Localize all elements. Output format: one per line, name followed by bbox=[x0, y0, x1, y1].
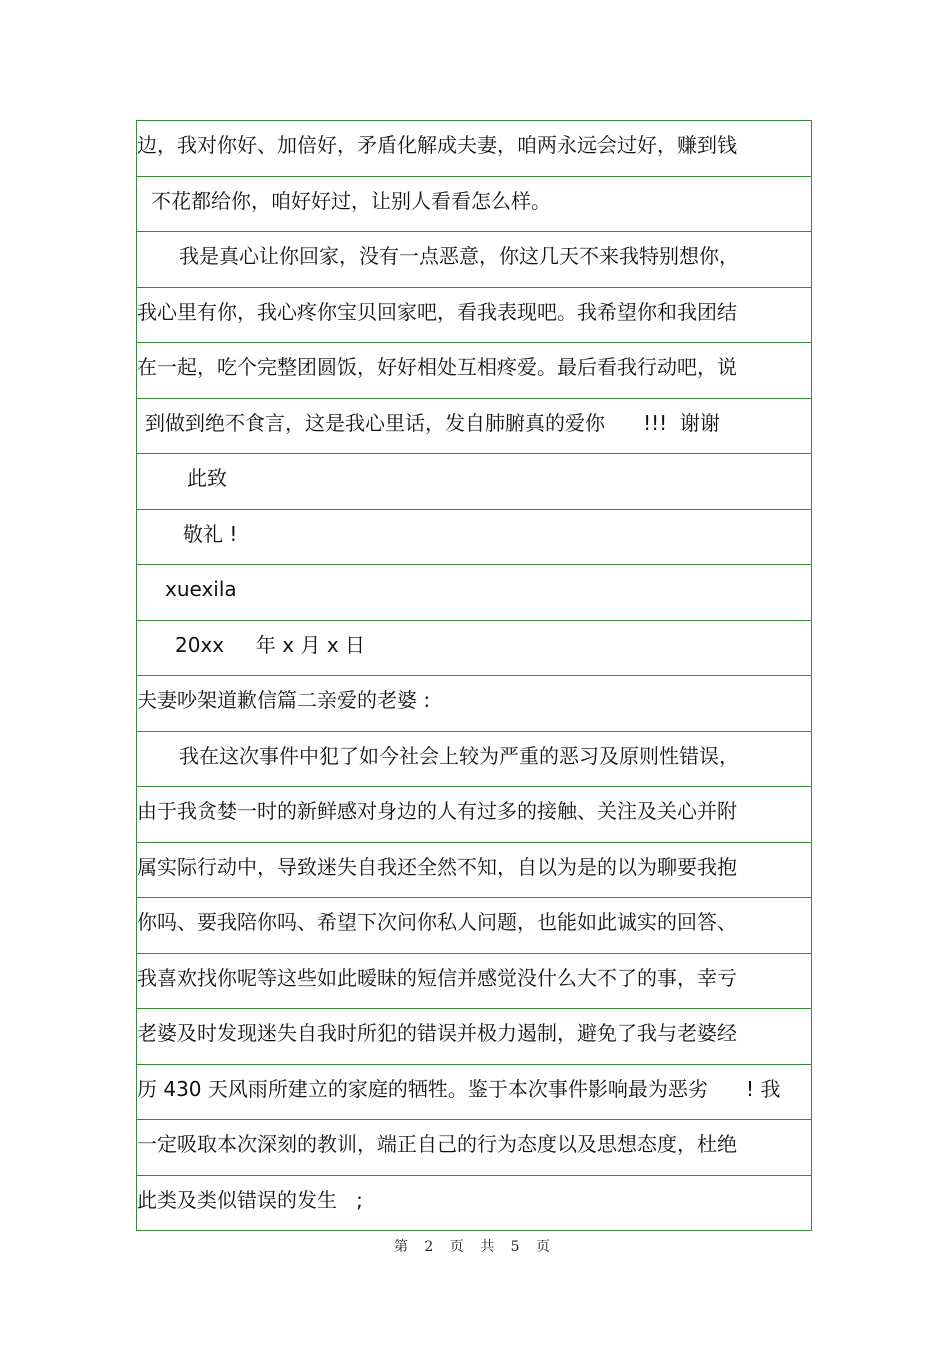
line-text: 边，我对你好、加倍好，矛盾化解成夫妻，咱两永远会过好，赚到钱 bbox=[137, 133, 737, 157]
text-line bbox=[137, 1009, 811, 1065]
page-number: 第 2 页 共 5 页 bbox=[393, 1239, 557, 1255]
text-line bbox=[137, 288, 811, 344]
line-text: 你吗、要我陪你吗、希望下次问你私人问题，也能如此诚实的回答、 bbox=[137, 910, 737, 934]
line-text: 由于我贪婪一时的新鲜感对身边的人有过多的接触、关注及关心并附 bbox=[137, 799, 737, 823]
line-text: 在一起，吃个完整团圆饭，好好相处互相疼爱。最后看我行动吧，说 bbox=[137, 355, 737, 379]
text-line bbox=[137, 676, 811, 732]
line-text: 属实际行动中，导致迷失自我还全然不知，自以为是的以为聊要我抱 bbox=[137, 854, 737, 879]
text-line bbox=[137, 898, 811, 954]
line-text: 不花都给你，咱好好过，让别人看看怎么样。 bbox=[151, 188, 551, 213]
line-text: xuexila bbox=[165, 577, 237, 601]
line-text: 老婆及时发现迷失自我时所犯的错误并极力遏制，避免了我与老婆经 bbox=[137, 1021, 737, 1045]
text-line bbox=[137, 510, 811, 566]
line-text: 到做到绝不食言，这是我心里话，发自肺腑真的爱你 !!! 谢谢 bbox=[145, 410, 720, 435]
text-line bbox=[137, 565, 811, 621]
line-text: 敬礼 ! bbox=[183, 521, 238, 546]
text-line bbox=[137, 1120, 811, 1176]
text-line bbox=[137, 454, 811, 510]
text-line bbox=[137, 1065, 811, 1121]
line-text: 历 430 天风雨所建立的家庭的牺牲。鉴于本次事件影响最为恶劣 ! 我 bbox=[137, 1076, 781, 1101]
line-text: 此致 bbox=[187, 466, 227, 490]
line-text: 我在这次事件中犯了如今社会上较为严重的恶习及原则性错误， bbox=[179, 743, 739, 768]
document-body bbox=[136, 120, 812, 1231]
text-line bbox=[137, 621, 811, 677]
line-text: 我喜欢找你呢等这些如此暧昧的短信并感觉没什么大不了的事，幸亏 bbox=[137, 965, 737, 990]
line-text: 一定吸取本次深刻的教训，端正自己的行为态度以及思想态度，杜绝 bbox=[137, 1132, 737, 1156]
text-line bbox=[137, 954, 811, 1010]
text-line bbox=[137, 343, 811, 399]
text-line bbox=[137, 1176, 811, 1232]
line-text: 20xx 年 x 月 x 日 bbox=[175, 632, 366, 657]
line-text: 夫妻吵架道歉信篇二亲爱的老婆 : bbox=[137, 688, 431, 712]
text-line bbox=[137, 232, 811, 288]
text-line bbox=[137, 177, 811, 233]
line-text: 此类及类似错误的发生 ; bbox=[137, 1187, 363, 1212]
line-text: 我心里有你，我心疼你宝贝回家吧，看我表现吧。我希望你和我团结 bbox=[137, 299, 737, 324]
line-text: 我是真心让你回家，没有一点恶意，你这几天不来我特别想你， bbox=[179, 244, 739, 268]
text-line bbox=[137, 843, 811, 899]
text-line bbox=[137, 399, 811, 455]
text-line bbox=[137, 787, 811, 843]
text-line bbox=[137, 121, 811, 177]
text-line bbox=[137, 732, 811, 788]
